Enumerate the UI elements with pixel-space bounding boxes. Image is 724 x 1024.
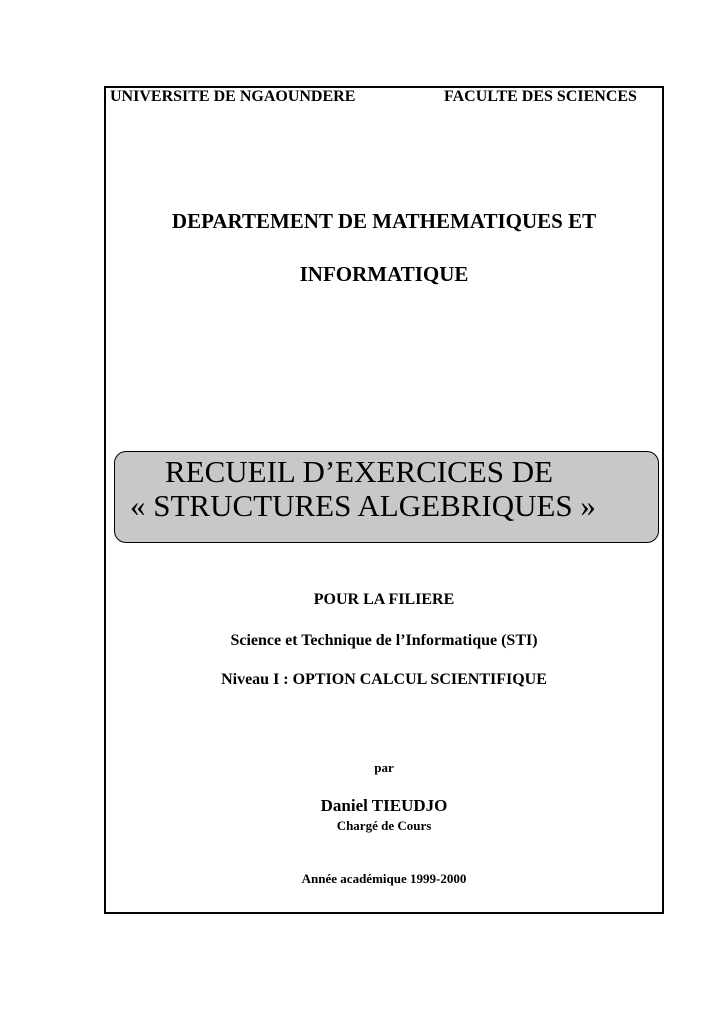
university-name: UNIVERSITE DE NGAOUNDERE: [110, 88, 356, 105]
program-field: Science et Technique de l’Informatique (STI): [230, 632, 538, 649]
title-line-2: « STRUCTURES ALGEBRIQUES »: [130, 488, 596, 523]
program-level: Niveau I : OPTION CALCUL SCIENTIFIQUE: [221, 671, 547, 688]
author-name: Daniel TIEUDJO: [320, 796, 448, 815]
department-line-1: DEPARTEMENT DE MATHEMATIQUES ET: [171, 209, 597, 233]
program-label: POUR LA FILIERE: [313, 591, 455, 608]
faculty-name: FACULTE DES SCIENCES: [444, 88, 637, 105]
title-line-1: RECUEIL D’EXERCICES DE: [165, 454, 554, 489]
by-label: par: [374, 760, 394, 775]
department-line-2: INFORMATIQUE: [299, 262, 469, 286]
academic-year: Année académique 1999-2000: [301, 871, 467, 886]
author-role: Chargé de Cours: [336, 818, 432, 833]
